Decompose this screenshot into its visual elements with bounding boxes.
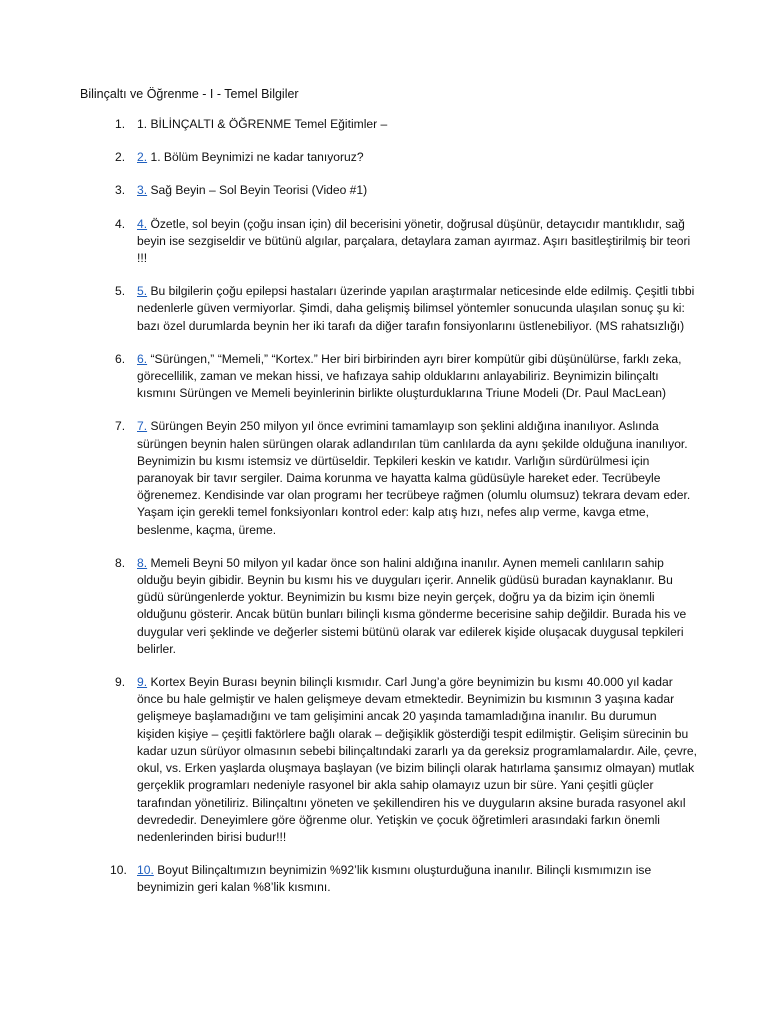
list-item: [80, 216, 697, 268]
list-item: [80, 149, 697, 166]
list-item-number: 1.: [115, 117, 126, 131]
list-item-number: 3.: [115, 183, 126, 198]
list-item-text: 1. Bölüm Beynimizi ne kadar tanıyoruz?: [150, 150, 364, 165]
list-item: [80, 116, 697, 133]
list-item-number: 9.: [115, 675, 126, 690]
list-item-text: “Sürüngen,” “Memeli,” “Kortex.” Her biri birbirinden ayrı birer kompütür gibi düşünülürse, farklı zeka, görecellilik, zaman ve mekan hissi, ve hafızaya sahip olduklarını anlayabiliriz. Beynimizin bilinçaltı kısmını Sürüngen ve Memeli beyinlerinin birlikte oluşturduklarına Triune Modeli (Dr. Paul MacLean): [137, 351, 682, 401]
list-item-link[interactable]: 7.: [137, 419, 148, 434]
list-item-link[interactable]: 10.: [137, 863, 154, 878]
list-item: [80, 555, 697, 658]
list-item-text: Kortex Beyin Burası beynin bilinçli kısmıdır. Carl Jung’a göre beynimizin bu kısmı 40.000 yıl kadar önce bu hale gelmiştir ve halen gelişmeye devam etmektedir. Beynimizin bu kısmının 3 yaşına kadar gelişmeye başlamadığını ve tam gelişimini ancak 20 yaşında tamamladığına inanılır. Bu durumun kişiden kişiye – çeşitli faktörlere bağlı olarak – değişiklik gösterdiği tespit edilmiştir. Gelişim sürecinin bu kadar uzun sürüyor olmasının sebebi bilinçaltındaki zararlı ya da gereksiz programlamalardır. Aile, çevre, okul, vs. Erken yaşlarda oluşmaya başlayan (ve bizim bilinçli olarak hatırlama şansımız olmayan) mutlak gerçeklik programları nedeniyle rasyonel bir akla sahip olamayız uzun bir süre. Yani çeşitli güçler tarafından yönetiliriz. Bilinçaltını yöneten ve şekillendiren his ve duyguların aksine burada rasyonel akıl devrededir. Deneyimlere göre öğrenme olur. Yetişkin ve çocuk öğretimleri arasındaki farkın önemli nedenlerinden birisi budur!!!: [137, 675, 697, 844]
list-item-text: Sağ Beyin – Sol Beyin Teorisi (Video #1): [150, 183, 368, 198]
list-item-number: 2.: [115, 150, 126, 165]
list-item-number: 6.: [115, 351, 126, 366]
list-item: [80, 351, 697, 403]
list-item-link[interactable]: 2.: [137, 150, 148, 165]
list-item-text: Özetle, sol beyin (çoğu insan için) dil becerisini yönetir, doğrusal düşünür, detaycıdır mantıklıdır, sağ beyin ise sezgiseldir ve bütünü algılar, parçalara, detaylara zaman ayırmaz. Aşırı basitleştirilmiş bir teori !!!: [137, 216, 691, 266]
list-item-link[interactable]: 8.: [137, 555, 148, 570]
list-item-link[interactable]: 6.: [137, 351, 148, 366]
list-item-link[interactable]: 5.: [137, 284, 148, 299]
list-item: [80, 418, 697, 538]
list-item-link[interactable]: 4.: [137, 216, 148, 231]
list-item-text: Memeli Beyni 50 milyon yıl kadar önce son halini aldığına inanılır. Aynen memeli canlıların sahip olduğu beyin gibidir. Beynin bu kısmı his ve duyguları içerir. Annelik güdüsü buradan kaynaklanır. Bu güdü sürüngenlerde yoktur. Beynimizin bu kısmı bize neyin gerçek, doğru ya da bizim için önemli olduğunu gösterir. Ancak bütün bunları bilinçli kısma gönderme becerisine sahip değildir. Burada his ve duygular veri şeklinde ve değerler sistemi bütünü olarak var edilerek kişide oluşacak duygusal tepkileri belirler.: [137, 555, 687, 656]
list-item-number: 8.: [115, 555, 126, 570]
document-list: [80, 116, 698, 897]
list-item-text: 1. BİLİNÇALTI & ÖĞRENME Temel Eğitimler –: [137, 117, 388, 131]
list-item-link[interactable]: 3.: [137, 183, 148, 198]
list-item: [80, 862, 697, 896]
list-item: [80, 182, 697, 199]
list-item-number: 4.: [115, 216, 126, 231]
document-title: Bilinçaltı ve Öğrenme - I - Temel Bilgiler: [80, 87, 299, 101]
list-item-number: 7.: [115, 419, 126, 434]
list-item-number: 10.: [110, 863, 127, 878]
list-item: [80, 283, 697, 335]
list-item: [80, 674, 697, 846]
list-item-text: Boyut Bilinçaltımızın beynimizin %92’lik kısmını oluşturduğuna inanılır. Bilinçli kısmımızın ise beynimizin geri kalan %8’lik kısmını.: [137, 863, 652, 895]
list-item-link[interactable]: 9.: [137, 675, 148, 690]
list-item-text: Bu bilgilerin çoğu epilepsi hastaları üzerinde yapılan araştırmalar neticesinde elde edilmiş. Çeşitli tıbbi nedenlerle güven vermiyorlar. Şimdi, daha gelişmiş bilimsel yöntemler sonucunda ulaşılan sonuç şu ki: bazı özel durumlarda beynin her iki tarafı da diğer tarafın fonsiyonlarını üstlenebiliyor. (MS rahatsızlığı): [137, 284, 695, 333]
list-item-text: Sürüngen Beyin 250 milyon yıl önce evrimini tamamlayıp son şeklini aldığına inanılıyor. Aslında sürüngen beynin halen sürüngen olarak adlandırılan tüm canlılarda da aynı şekilde olduğuna inanılıyor. Beynimizin bu kısmı istemsiz ve dürtüseldir. Tepkileri keskin ve katıdır. Varlığın sürdürülmesi için paranoyak bir tavır sergiler. Daima korunma ve hayatta kalma güdüsüyle hareket eder. Tecrübeyle öğrenemez. Kendisinde var olan programı her tecrübeye rağmen (olumlu olumsuz) tekrara devam eder. Yaşam için gerekli temel fonksiyonları kontrol eder: kalp atış hızı, nefes alıp verme, kavga etme, beslenme, kaçma, üreme.: [137, 419, 691, 537]
list-item-number: 5.: [115, 284, 126, 299]
